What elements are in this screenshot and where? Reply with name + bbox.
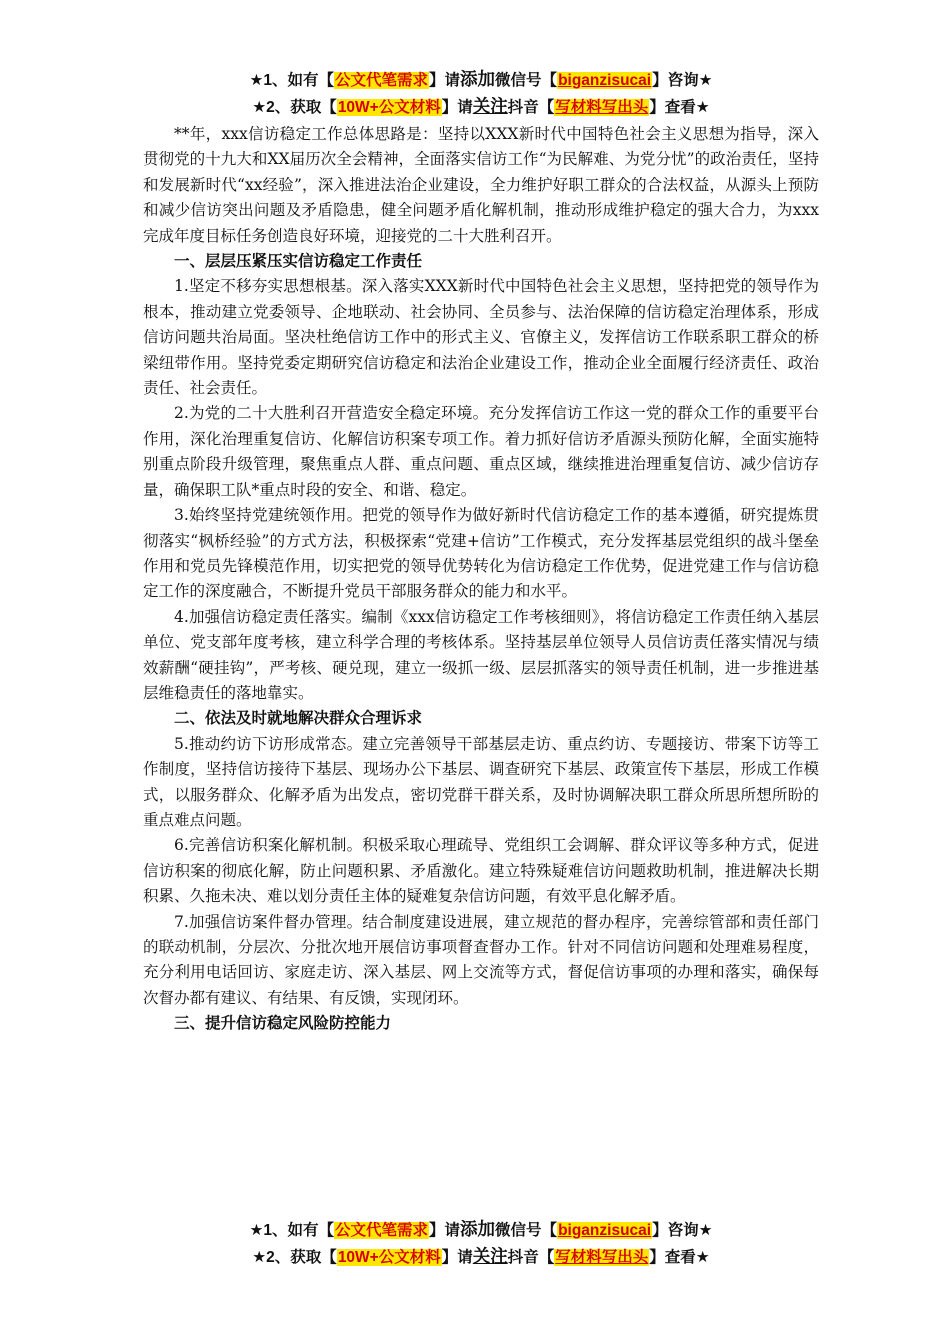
paragraph-1: 1.坚定不移夯实思想根基。深入落实XXX新时代中国特色社会主义思想，坚持把党的领导作为根本，推动建立党委领导、企地联动、社会协同、全员参与、法治保障的信访稳定治理体系，形成信访问题共治局面。坚决杜绝信访工作中的形式主义、官僚主义，发挥信访工作联系职工群众的桥梁纽带作用。坚持党委定期研究信访稳定和法治企业建设工作，推动企业全面履行经济责任、政治责任、社会责任。 bbox=[143, 277, 819, 398]
paragraph-5: 5.推动约访下访形成常态。建立完善领导干部基层走访、重点约访、专题接访、带案下访等工作制度，坚持信访接待下基层、现场办公下基层、调查研究下基层、政策宣传下基层，形成工作模式，以服务群众、化解矛盾为出发点，密切党群干群关系，及时协调解决职工群众所思所想所盼的重点难点问题。 bbox=[143, 734, 819, 829]
promo-banner-line-2: ★2、获取【10W+公文材料】请关注抖音【写材料写出头】查看★ bbox=[252, 96, 710, 116]
douyin-account-highlight: 写材料写出头 bbox=[555, 1249, 649, 1266]
paragraph-3: 3.始终坚持党建统领作用。把党的领导作为做好新时代信访稳定工作的基本遵循，研究提炼贯彻落实“枫桥经验”的方式方法，积极探索“党建+信访”工作模式，充分发挥基层党组织的战斗堡垒作用和党员先锋模范作用，切实把党的领导优势转化为信访稳定工作优势，促进党建工作与信访稳定工作的深度融合，不断提升党员干部服务群众的能力和水平。 bbox=[143, 506, 819, 601]
promo-banner-line-1: ★1、如有【公文代笔需求】请添加微信号【biganzisucai】咨询★ bbox=[249, 69, 713, 89]
footer-banner-line-1: ★1、如有【公文代笔需求】请添加微信号【biganzisucai】咨询★ bbox=[249, 1219, 713, 1239]
paragraph-7: 7.加强信访案件督办管理。结合制度建设进展，建立规范的督办程序，完善综管部和责任部门的联动机制，分层次、分批次地开展信访事项督查督办工作。针对不同信访问题和处理难易程度，充分利用电话回访、家庭走访、深入基层、网上交流等方式，督促信访事项的办理和落实，确保每次督办都有建议、有结果、有反馈，实现闭环。 bbox=[143, 912, 819, 1007]
promo-highlight: 10W+公文材料 bbox=[337, 1249, 441, 1266]
document-body bbox=[143, 122, 819, 1037]
paragraph-2: 2.为党的二十大胜利召开营造安全稳定环境。充分发挥信访工作这一党的群众工作的重要平台作用，深化治理重复信访、化解信访积案专项工作。着力抓好信访矛盾源头预防化解，全面实施特别重点阶段升级管理，聚焦重点人群、重点问题、重点区域，继续推进治理重复信访、减少信访存量，确保职工队*重点时段的安全、和谐、稳定。 bbox=[143, 404, 819, 499]
douyin-account-highlight: 写材料写出头 bbox=[555, 99, 649, 116]
footer-banner-line-2: ★2、获取【10W+公文材料】请关注抖音【写材料写出头】查看★ bbox=[252, 1246, 710, 1266]
wechat-id-highlight: biganzisucai bbox=[558, 72, 652, 89]
intro-paragraph: **年，xxx信访稳定工作总体思路是：坚持以XXX新时代中国特色社会主义思想为指导，深入贯彻党的十九大和XX届历次全会精神，全面落实信访工作“为民解难、为党分忧”的政治责任，坚持和发展新时代“xx经验”，深入推进法治企业建设，全力维护好职工群众的合法权益，从源头上预防和减少信访突出问题及矛盾隐患，健全问题矛盾化解机制，推动形成维护稳定的强大合力，为xxx完成年度目标任务创造良好环境，迎接党的二十大胜利召开。 bbox=[143, 125, 819, 245]
section-heading-1: 一、层层压紧压实信访稳定工作责任 bbox=[174, 253, 423, 271]
wechat-id-highlight: biganzisucai bbox=[558, 1222, 652, 1239]
paragraph-6: 6.完善信访积案化解机制。积极采取心理疏导、党组织工会调解、群众评议等多种方式，促进信访积案的彻底化解，防止问题积累、矛盾激化。建立特殊疑难信访问题救助机制，推进解决长期积累、久拖未决、难以划分责任主体的疑难复杂信访问题，有效平息化解矛盾。 bbox=[143, 836, 819, 906]
section-heading-2: 二、依法及时就地解决群众合理诉求 bbox=[174, 710, 423, 728]
document-page bbox=[143, 66, 819, 1037]
paragraph-4: 4.加强信访稳定责任落实。编制《xxx信访稳定工作考核细则》，将信访稳定工作责任纳入基层单位、党支部年度考核，建立科学合理的考核体系。坚持基层单位领导人员信访责任落实情况与绩效薪酬“硬挂钩”，严考核、硬兑现，建立一级抓一级、层层抓落实的领导责任机制，进一步推进基层维稳责任的落地靠实。 bbox=[143, 607, 819, 702]
section-heading-3: 三、提升信访稳定风险防控能力 bbox=[174, 1015, 392, 1033]
promo-highlight: 10W+公文材料 bbox=[337, 99, 441, 116]
promo-highlight: 公文代笔需求 bbox=[335, 72, 429, 89]
promo-highlight: 公文代笔需求 bbox=[335, 1222, 429, 1239]
footer-promo bbox=[143, 1216, 819, 1270]
